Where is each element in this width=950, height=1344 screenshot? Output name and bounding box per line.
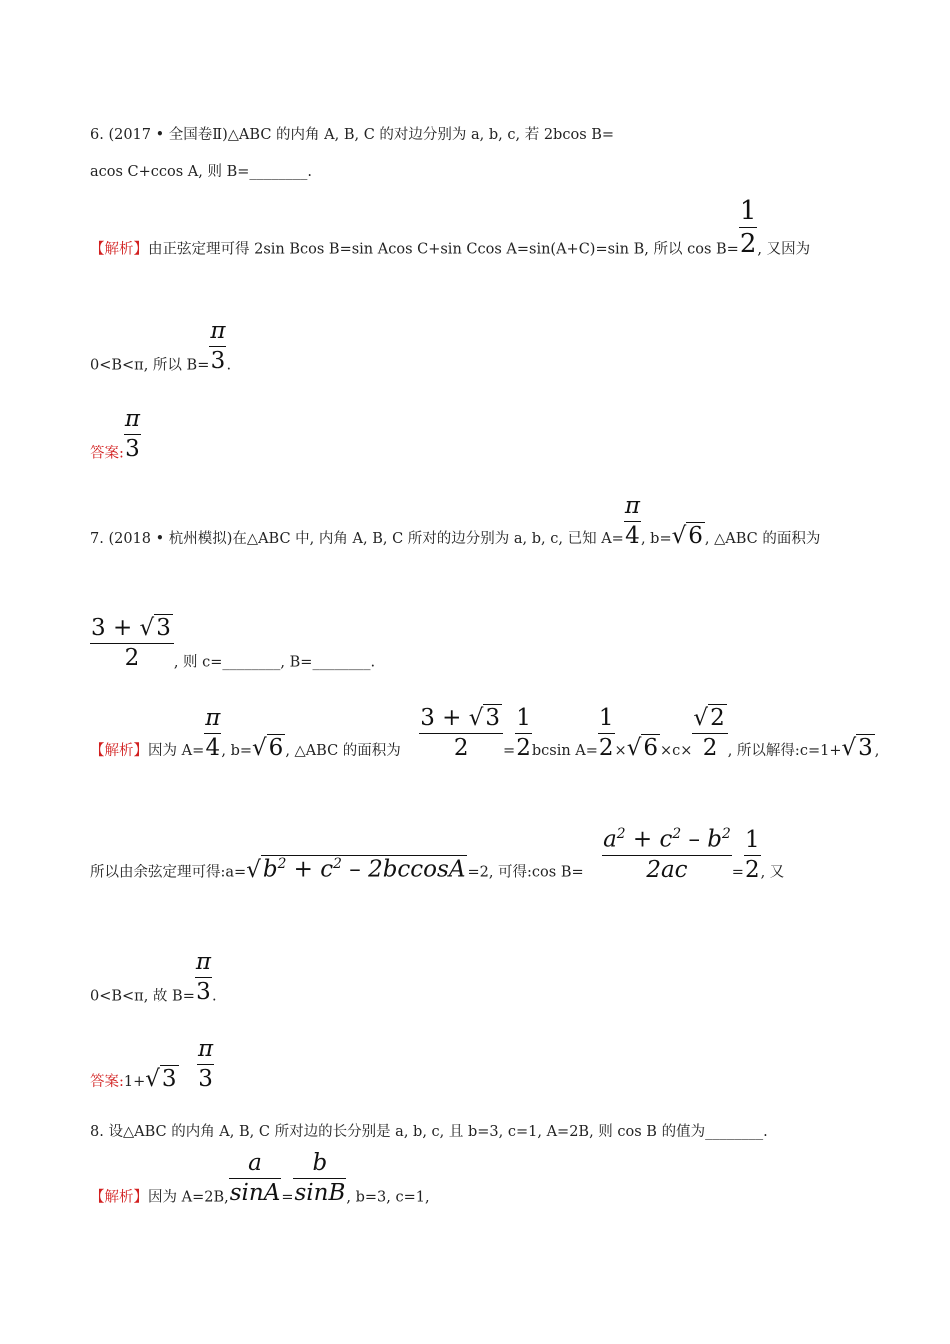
fraction-area: $\frac{3 + √3}{2}$ — [90, 614, 174, 670]
sqrt-3: √3 — [145, 1066, 177, 1092]
q8-analysis: 【解析】因为 A=2B, $\frac{a}{\sin A}$ = $\frac{b}{\sin B}$ , b=3, c=1, — [90, 1150, 430, 1206]
answer-tag: 答案: — [90, 1074, 124, 1090]
fraction-pi-over-3: $\frac{\pi}{3}$ — [210, 318, 226, 374]
q7-blanks: , 则 c=________, B=________. — [173, 654, 376, 671]
fraction-a-over-sina: $\frac{a}{\sin A}$ — [229, 1150, 281, 1206]
analysis-tag: 【解析】 — [90, 1189, 148, 1206]
q6-stem-line1: 6. (2017 • 全国卷Ⅱ)△ABC 的内角 A, B, C 的对边分别为 a, b, c, 若 2bcos B= — [90, 127, 615, 143]
fraction-one-half: $\frac{1}{2}$ — [744, 826, 760, 883]
q6-analysis-tail: , 又因为 — [757, 241, 811, 258]
q6-analysis-text: 由正弦定理可得 2sin Bcos B=sin Acos C+sin Ccos A=sin(A+C)=sin B, 所以 cos B= — [148, 241, 739, 258]
fraction-pi-over-4: $\frac{\pi}{4}$ — [205, 705, 221, 761]
q6-stem-line2: acos C+ccos A, 则 B=________. — [90, 164, 313, 180]
sqrt-3: √3 — [841, 735, 873, 761]
sqrt-6: √6 — [626, 735, 658, 761]
q7-stem-line2 — [90, 614, 375, 670]
q6-analysis — [90, 198, 810, 257]
fraction-one-half: $\frac{1}{2}$ — [516, 705, 531, 761]
fraction-pi-over-4: $\frac{\pi}{4}$ — [624, 493, 640, 549]
q7-analysis-line1: 【解析】因为 A= $\frac{\pi}{4}$ , b=√6 , △ABC 的面积为 $\frac{3 + √3}{2}$ = $\frac{1}{2}$ bcsin A= $\frac{1}{2}$ ×√6 ×c× $\frac{√2}{2}$ , 所以解得:c=1+√3 , — [90, 705, 880, 761]
fraction-cos-b: $\frac{a^2 + c^2 - b^2}{2ac}$ — [603, 826, 731, 883]
q7-stem-line1: 7. (2018 • 杭州模拟)在△ABC 中, 内角 A, B, C 所对的边分别为 a, b, c, 已知 A= $\frac{\pi}{4}$ , b=√6 , △ABC 的面积为 — [90, 493, 821, 549]
answer-tag: 答案: — [90, 445, 124, 462]
fraction-pi-over-3: $\frac{\pi}{3}$ — [124, 406, 141, 462]
sqrt-6: √6 — [252, 735, 284, 761]
fraction-one-half: $\frac{1}{2}$ — [598, 705, 614, 761]
fraction-one-half: $\frac{1}{2}$ — [739, 196, 757, 259]
analysis-tag: 【解析】 — [90, 241, 148, 258]
fraction-sqrt2-over-2: $\frac{√2}{2}$ — [692, 704, 727, 760]
analysis-tag: 【解析】 — [90, 743, 148, 759]
fraction-area: $\frac{3 + √3}{2}$ — [419, 704, 503, 760]
fraction-pi-over-3: $\frac{\pi}{3}$ — [195, 949, 211, 1005]
q7-answer: 答案:1+√3 $\frac{\pi}{3}$ — [90, 1036, 214, 1092]
sqrt-cosine-law: $√b^2 + c^2 - 2bccosA$ — [246, 856, 466, 883]
q6-range-line: 0<B<π, 所以 B= $\frac{\pi}{3}$ . — [90, 318, 232, 374]
fraction-pi-over-3: $\frac{\pi}{3}$ — [198, 1036, 214, 1092]
q8-stem: 8. 设△ABC 的内角 A, B, C 所对边的长分别是 a, b, c, 且 b=3, c=1, A=2B, 则 cos B 的值为________. — [90, 1124, 768, 1140]
q6-answer — [90, 408, 141, 461]
q7-range-line: 0<B<π, 故 B= $\frac{\pi}{3}$ . — [90, 949, 217, 1005]
q7-analysis-line2: 所以由余弦定理可得$:a=√b^2 + c^2 - 2bccosA =2$, 可得:cos B= $\frac{a^2 + c^2 - b^2}{2ac}$ = $\frac{1}{2}$ , 又 — [90, 826, 785, 883]
fraction-b-over-sinb: $\frac{b}{\sin B}$ — [294, 1150, 346, 1206]
sqrt-6: √6 — [671, 523, 703, 549]
